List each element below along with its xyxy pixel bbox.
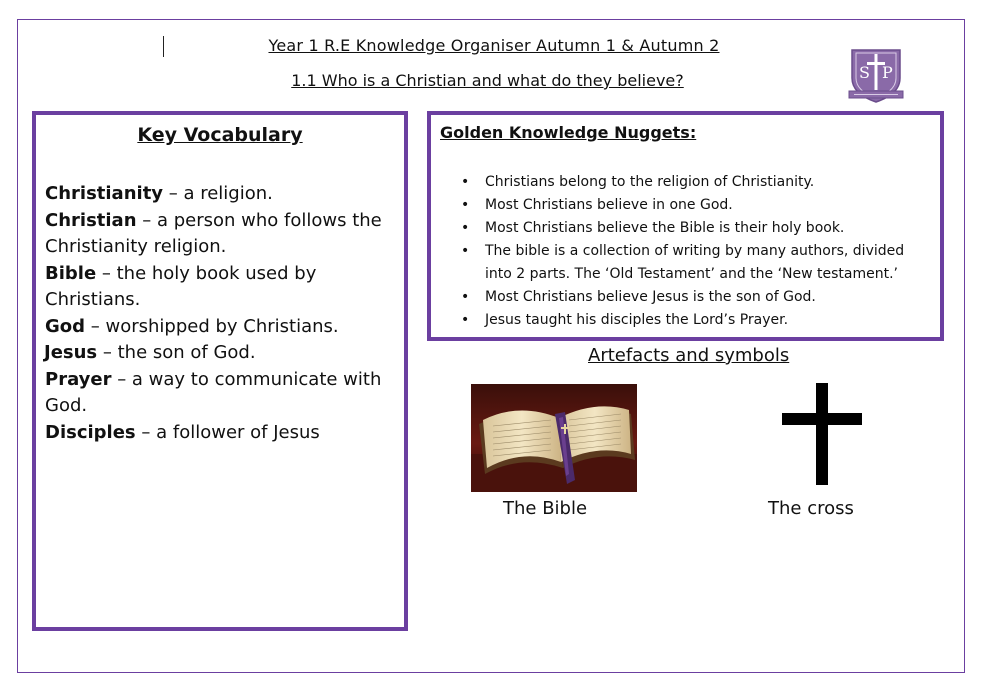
- nugget-item: • Christians belong to the religion of Christianity.: [461, 171, 931, 194]
- vocabulary-item: Christian – a person who follows the Christianity religion.: [45, 209, 382, 257]
- golden-knowledge-heading: Golden Knowledge Nuggets:: [440, 123, 697, 142]
- golden-knowledge-panel: [427, 111, 944, 341]
- bullet-icon: •: [461, 312, 470, 328]
- vocabulary-item: Bible – the holy book used by Christians.: [45, 262, 317, 310]
- vocabulary-item: Christianity – a religion.: [45, 183, 273, 204]
- nugget-item: • Most Christians believe in one God.: [461, 194, 931, 217]
- nuggets-list: [461, 171, 931, 332]
- vocabulary-item: Jesus – the son of God.: [44, 342, 256, 363]
- nugget-item: • Most Christians believe Jesus is the son of God.: [461, 286, 931, 309]
- bullet-icon: •: [461, 220, 470, 236]
- page-title: Year 1 R.E Knowledge Organiser Autumn 1 & Autumn 2: [268, 36, 720, 55]
- vocabulary-item: God – worshipped by Christians.: [45, 315, 339, 337]
- open-bible-icon: [471, 384, 637, 492]
- nugget-item: • The bible is a collection of writing by many authors, divided into 2 parts. The ‘Old Testament’ and the ‘New testament.’: [461, 240, 931, 286]
- cross-icon: [782, 383, 862, 485]
- vocabulary-item: Disciples – a follower of Jesus: [45, 421, 320, 443]
- bullet-icon: •: [461, 174, 470, 190]
- page-subtitle: 1.1 Who is a Christian and what do they believe?: [291, 71, 684, 90]
- svg-text:S: S: [859, 63, 870, 82]
- bible-caption: The Bible: [503, 498, 588, 519]
- cross-image: [782, 383, 862, 485]
- nugget-item: • Most Christians believe the Bible is their holy book.: [461, 217, 931, 240]
- svg-text:P: P: [882, 63, 893, 82]
- key-vocabulary-panel: [32, 111, 408, 631]
- vocabulary-item: Prayer – a way to communicate with God.: [45, 368, 382, 416]
- bullet-icon: •: [461, 243, 470, 259]
- cross-caption: The cross: [768, 498, 854, 519]
- nugget-item: • Jesus taught his disciples the Lord’s Prayer.: [461, 309, 931, 332]
- artefacts-heading: Artefacts and symbols: [588, 345, 790, 366]
- bible-image: [471, 384, 637, 492]
- bullet-icon: •: [461, 197, 470, 213]
- school-crest-icon: [846, 44, 906, 106]
- school-logo: [846, 44, 906, 106]
- key-vocabulary-heading: Key Vocabulary: [137, 124, 303, 146]
- bullet-icon: •: [461, 289, 470, 305]
- vocabulary-list: [45, 181, 395, 446]
